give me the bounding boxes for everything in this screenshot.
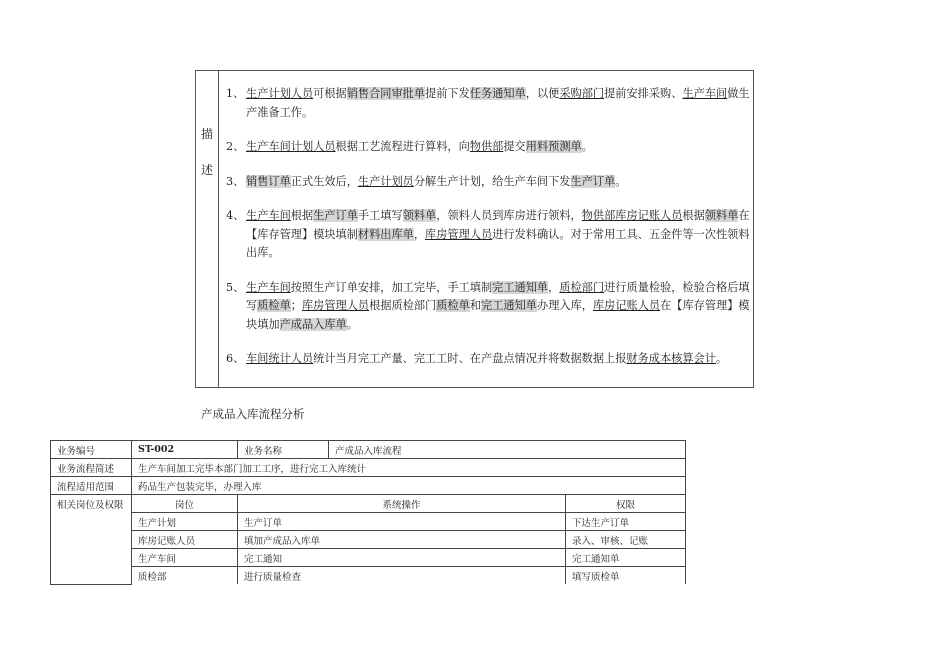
- business-no-value: ST-002: [132, 441, 238, 459]
- scope-value: 药品生产包装完毕，办理入库: [132, 477, 686, 495]
- text-segment: 根据: [290, 209, 314, 222]
- document-term: 领料单: [402, 209, 437, 222]
- business-no-label: 业务编号: [51, 441, 132, 459]
- item-number: 6、: [226, 352, 245, 365]
- role-position: 库房记账人员: [132, 531, 238, 549]
- role-term: 生产车间: [246, 209, 291, 222]
- description-label-column: [196, 71, 219, 387]
- flow-summary-label: 业务流程简述: [51, 459, 132, 477]
- table-row: [51, 531, 686, 549]
- role-term: 库房管理人员: [301, 299, 370, 312]
- description-label-char: 述: [201, 163, 214, 177]
- role-term: 库房管理人员: [425, 227, 493, 241]
- description-item: [226, 85, 751, 122]
- text-segment: 提前下发: [425, 87, 470, 100]
- role-operation: 完工通知: [238, 549, 566, 567]
- text-segment: 。: [346, 317, 358, 331]
- document-term: 产成品入库单: [279, 317, 347, 331]
- description-item: [226, 173, 751, 192]
- table-row: [51, 459, 686, 477]
- table-row: [51, 495, 686, 513]
- role-term: 生产车间计划人员: [246, 140, 336, 153]
- role-term: 物供部库房记账人员: [581, 209, 683, 222]
- col-header-operation: 系统操作: [238, 495, 566, 513]
- description-list: [226, 85, 751, 385]
- document-term: 生产订单: [570, 174, 616, 188]
- business-name-value: 产成品入库流程: [329, 441, 686, 459]
- scope-label: 流程适用范围: [51, 477, 132, 495]
- text-segment: 可根据: [313, 87, 347, 100]
- document-term: 质检单: [436, 299, 470, 312]
- text-segment: 做生产准备工作。: [246, 87, 750, 119]
- table-row: [51, 513, 686, 531]
- text-segment: 手工填写: [357, 209, 403, 222]
- item-number: 2、: [226, 140, 245, 153]
- item-number: 4、: [226, 209, 245, 222]
- role-term: 物供部: [469, 140, 504, 153]
- role-permission: 完工通知单: [566, 549, 686, 567]
- text-segment: 在【库存管理】模块填制: [246, 209, 750, 241]
- document-term: 任务通知单: [469, 87, 526, 100]
- description-item: [226, 207, 751, 263]
- role-term: 质检部门: [559, 280, 605, 294]
- role-permission: 填写质检单: [566, 567, 686, 585]
- description-label-char: 描: [201, 127, 214, 141]
- text-segment: 在【库存管理】模块填加: [246, 299, 750, 331]
- document-term: 完工通知单: [492, 280, 549, 294]
- text-segment: 提前安排采购、: [604, 87, 683, 100]
- role-position: 生产车间: [132, 549, 238, 567]
- role-term: 生产车间: [246, 280, 291, 294]
- text-segment: 根据: [682, 209, 705, 222]
- document-term: 销售订单: [246, 174, 291, 188]
- text-segment: ，: [548, 280, 560, 294]
- role-term: 生产计划人员: [246, 87, 314, 100]
- text-segment: 正式生效后，: [290, 174, 358, 188]
- text-segment: 和: [469, 299, 482, 312]
- item-number: 1、: [226, 87, 245, 100]
- roles-label: 相关岗位及权限: [51, 495, 132, 585]
- col-header-permission: 权限: [566, 495, 686, 513]
- text-segment: 根据工艺流程进行算料，向: [335, 140, 470, 153]
- text-segment: 办理入库，: [537, 299, 593, 312]
- role-operation: 生产订单: [238, 513, 566, 531]
- document-term: 质检单: [257, 299, 291, 312]
- role-operation: 进行质量检查: [238, 567, 566, 585]
- role-permission: 下达生产订单: [566, 513, 686, 531]
- business-name-label: 业务名称: [238, 441, 329, 459]
- role-term: 生产车间: [682, 87, 728, 100]
- description-item: [226, 350, 751, 369]
- text-segment: 。: [615, 174, 627, 188]
- document-term: 销售合同审批单: [346, 87, 426, 100]
- table-row: [51, 477, 686, 495]
- business-info-table: [50, 440, 686, 585]
- description-box: [195, 70, 754, 388]
- text-segment: 根据质检部门: [369, 299, 437, 312]
- document-term: 材料出库单: [357, 227, 414, 241]
- col-header-position: 岗位: [132, 495, 238, 513]
- text-segment: ；: [290, 299, 302, 312]
- text-segment: 进行发料确认。对于常用工具、五金件等一次性领料出库。: [246, 227, 750, 259]
- table-row: [51, 567, 686, 585]
- description-item: [226, 138, 751, 157]
- role-term: 采购部门: [559, 87, 605, 100]
- text-segment: 。: [581, 140, 593, 153]
- role-term: 库房记账人员: [592, 299, 661, 312]
- text-segment: 。: [715, 352, 728, 365]
- role-operation: 填加产成品入库单: [238, 531, 566, 549]
- document-term: 领料单: [704, 209, 739, 222]
- document-term: 完工通知单: [481, 299, 537, 312]
- text-segment: 统计当月完工产量、完工工时、在产盘点情况并将数据数据上报: [313, 352, 627, 365]
- text-segment: 进行质量检验，检验合格后填写: [246, 280, 750, 312]
- text-segment: 分解生产计划，给生产车间下发: [413, 174, 571, 188]
- text-segment: 提交: [503, 140, 526, 153]
- text-segment: 按照生产订单安排，加工完毕，手工填制: [290, 280, 493, 294]
- section-caption: 产成品入库流程分析: [201, 407, 305, 421]
- text-segment: ，: [413, 227, 426, 241]
- document-term: 生产订单: [313, 209, 358, 222]
- text-segment: ，领料人员到库房进行领料，: [436, 209, 582, 222]
- role-term: 财务成本核算会计: [626, 352, 716, 365]
- flow-summary-value: 生产车间加工完毕本部门加工工序，进行完工入库统计: [132, 459, 686, 477]
- item-number: 5、: [226, 280, 245, 294]
- role-position: 质检部: [132, 567, 238, 585]
- text-segment: ，以便: [525, 87, 560, 100]
- item-number: 3、: [226, 174, 245, 188]
- role-term: 生产计划员: [357, 174, 414, 188]
- role-position: 生产计划: [132, 513, 238, 531]
- table-row: [51, 441, 686, 459]
- role-term: 车间统计人员: [246, 352, 314, 365]
- table-row: [51, 549, 686, 567]
- description-item: [226, 279, 751, 335]
- document-term: 用料预测单: [525, 140, 582, 153]
- role-permission: 录入、审核、记账: [566, 531, 686, 549]
